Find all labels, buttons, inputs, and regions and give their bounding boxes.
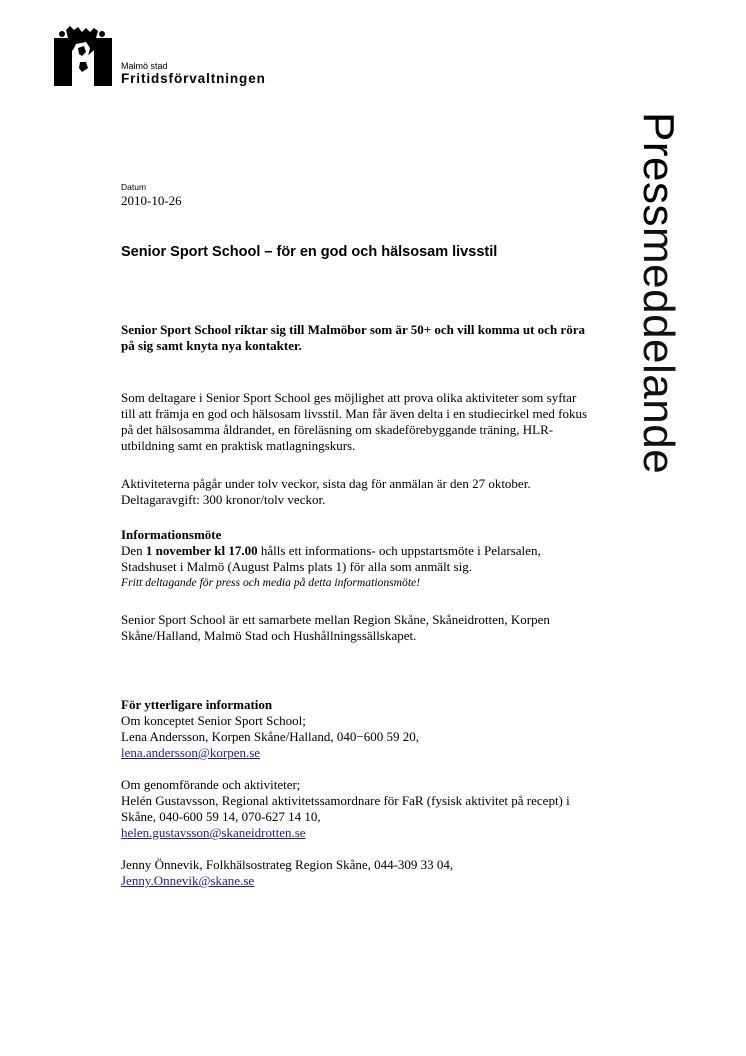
- info-meeting-press-note: Fritt deltagande för press och media på detta informationsmöte!: [121, 576, 421, 589]
- contact2-person: Helén Gustavsson, Regional aktivitetssamordnare för FaR (fysisk aktivitet på recept) i Skåne, 040-600 59 14, 070-627 14 10,: [121, 793, 570, 824]
- contact3-person: Jenny Önnevik, Folkhälsostrateg Region Skåne, 044-309 33 04,: [121, 857, 454, 872]
- paragraph-activities-text: Som deltagare i Senior Sport School ges möjlighet att prova olika aktiviteter som syftar till att främja en god och hälsosam livsstil. Man får även delta i en studiecirkel med fokus på det hälsosamma åldrandet, en föreläsning om skadeförebyggande träning, HLR-utbildning samt en praktisk matlagningskurs.: [121, 390, 588, 453]
- date-value: 2010-10-26: [121, 193, 182, 208]
- org-small-label: Malmö stad: [121, 61, 168, 71]
- info-meeting-pre: Den: [121, 543, 146, 558]
- contact2-topic: Om genomförande och aktiviteter;: [121, 777, 301, 792]
- svg-text:Pressmeddelande: [634, 112, 683, 474]
- contact1-email-link[interactable]: lena.andersson@korpen.se: [121, 745, 261, 760]
- contacts-section: [121, 697, 591, 889]
- lead-paragraph: [121, 322, 591, 354]
- paragraph-duration: [121, 476, 591, 508]
- contacts-heading: För ytterligare information: [121, 697, 273, 712]
- vertical-label-meddelande: meddelande: [634, 226, 683, 475]
- info-meeting-post: hålls ett informations- och uppstartsmöte i Pelarsalen, Stadshuset i Malmö (August Palms plats 1) för alla som anmält sig.: [121, 543, 541, 574]
- info-meeting-text: [121, 543, 591, 575]
- paragraph-partners: [121, 612, 591, 644]
- contact3-email-link[interactable]: Jenny.Onnevik@skane.se: [121, 873, 255, 888]
- page-title: Senior Sport School – för en god och hälsosam livsstil: [121, 244, 498, 260]
- malmo-stad-logo: [52, 26, 114, 88]
- contact1-person: Lena Andersson, Korpen Skåne/Halland, 040−600 59 20,: [121, 729, 419, 744]
- paragraph-partners-text: Senior Sport School är ett samarbete mellan Region Skåne, Skåneidrotten, Korpen Skåne/Halland, Malmö Stad och Hushållningssällskapet.: [121, 612, 550, 643]
- vertical-press-label: [636, 104, 706, 554]
- info-meeting-section: [121, 527, 591, 591]
- contact1-topic: Om konceptet Senior Sport School;: [121, 713, 306, 728]
- info-meeting-time: 1 november kl 17.00: [145, 543, 258, 558]
- info-meeting-heading: Informationsmöte: [121, 527, 222, 542]
- lead-text: Senior Sport School riktar sig till Malmöbor som är 50+ och vill komma ut och röra på sig samt knyta nya kontakter.: [121, 322, 585, 353]
- griffin-crest-icon: [52, 26, 114, 88]
- paragraph-duration-line2: Deltagaravgift: 300 kronor/tolv veckor.: [121, 492, 326, 507]
- vertical-label-press: Press: [634, 112, 683, 227]
- contact2-email-link[interactable]: helen.gustavsson@skaneidrotten.se: [121, 825, 306, 840]
- date-label: Datum: [121, 182, 147, 192]
- paragraph-activities: [121, 390, 591, 454]
- paragraph-duration-line1: Aktiviteterna pågår under tolv veckor, sista dag för anmälan är den 27 oktober.: [121, 476, 531, 491]
- org-name: Fritidsförvaltningen: [121, 71, 266, 86]
